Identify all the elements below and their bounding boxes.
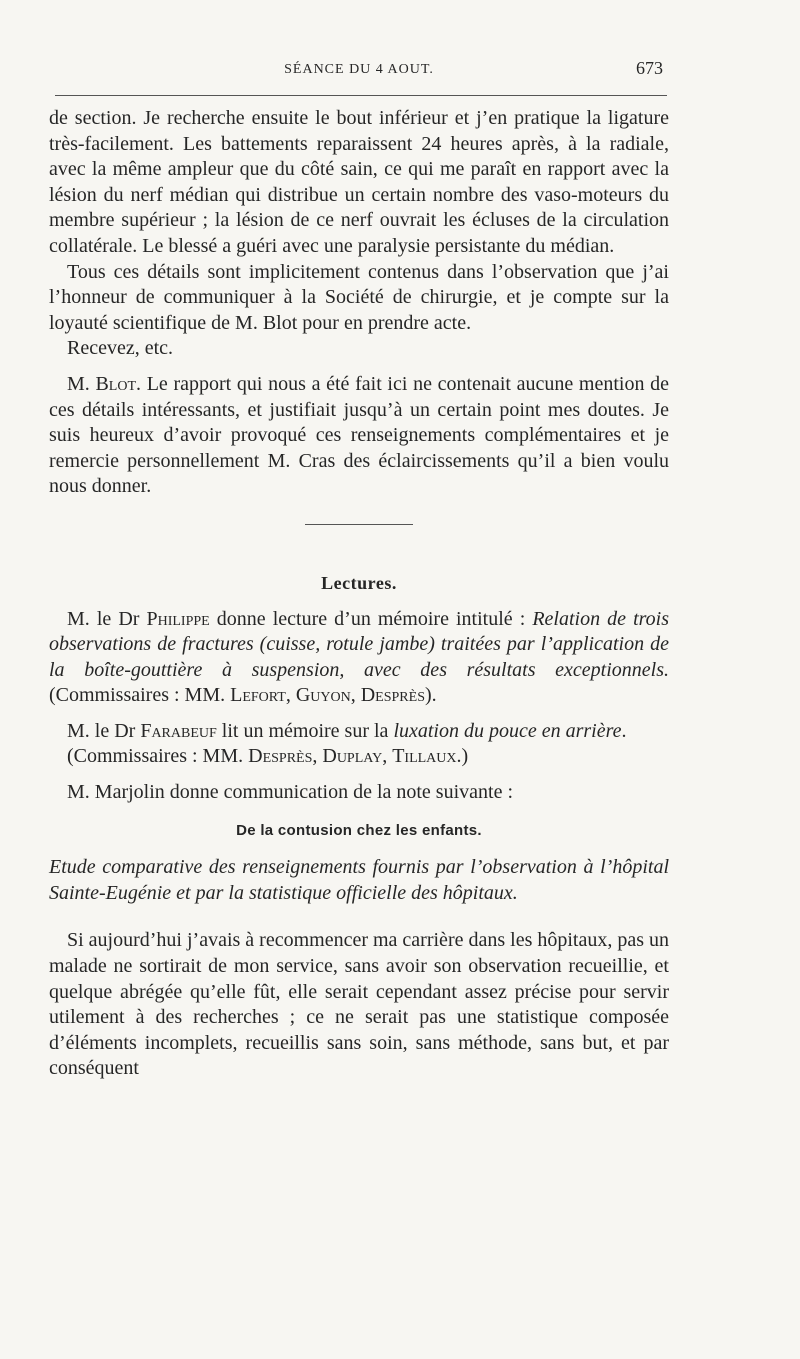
paragraph-details: Tous ces détails sont implicitement contenus dans l’observation que j’ai l’honneur de communiquer à la Société de chirurgie, et je compte sur la loyauté scientifique de M. Blot pour en prendre acte. (49, 260, 669, 334)
paragraph-continuation: de section. Je recherche ensuite le bout inférieur et j’en pratique la ligature très-facilement. Les battements reparaissent 24 heures après, à la radiale, avec la même ampleur que du côté sain, ce qui me paraît en rapport avec la lésion du nerf médian qui distribue un certain nombre des vaso-moteurs du membre supérieur ; la lésion de ce nerf ouvrait les écluses de la circulation collatérale. Le blessé a guéri avec une paralysie persistante du médian. (49, 107, 669, 257)
commissaires-text: (Commissaires : MM. (49, 684, 231, 707)
reply-text: . Le rapport qui nous a été fait ici ne contenait aucune mention de ces détails intéressants, et justifiait jusqu’à un certain point mes doutes. Je suis heureux d’avoir provoqué ces renseignements complémentaires et je remercie personnellement M. Cras des éclaircissements qu’il a bien voulu nous donner. (49, 372, 669, 498)
paragraph-blot-reply (49, 372, 669, 500)
entry-lead: M. le Dr (67, 607, 140, 630)
section-divider (305, 524, 413, 525)
note-title: De la contusion chez les enfants. (236, 821, 482, 839)
lecture-entry-philippe (49, 607, 669, 709)
memoir-title: luxation du pouce en arrière (393, 719, 622, 742)
separator: , (350, 684, 361, 707)
header-rule (55, 95, 667, 96)
entry-text: lit un mémoire sur la (216, 719, 394, 742)
running-title: SÉANCE DU 4 AOUT. (284, 62, 434, 77)
entry-end: ). (424, 684, 437, 707)
page-number: 673 (636, 58, 663, 78)
note-subtitle: Etude comparative des renseignements fournis par l’observation à l’hôpital Sainte-Eugénie et par la statistique officielle des hôpitaux. (49, 856, 669, 904)
running-head (49, 58, 669, 82)
commissaire-name: Desprès (248, 745, 313, 768)
author-name: Farabeuf (140, 719, 217, 742)
entry-end: .) (456, 745, 469, 768)
entry-lead: M. le Dr (67, 719, 136, 742)
separator: , (285, 684, 296, 707)
separator: , (312, 745, 323, 768)
section-title: Lectures. (321, 572, 397, 593)
memoir-title: Relation de trois observations de fractures (cuisse, rotule jambe) traitées par l’application de la boîte-gouttière à suspension, avec des résultats exceptionnels. (49, 607, 670, 681)
lecture-entry-marjolin: M. Marjolin donne communication de la note suivante : (67, 781, 514, 804)
speaker-name: Blot (95, 372, 137, 395)
entry-text: donne lecture d’un mémoire intitulé : (209, 607, 533, 630)
commissaire-name: Tillaux (392, 745, 457, 768)
commissaire-name: Guyon (295, 684, 351, 707)
entry-end: . (621, 719, 627, 742)
commissaire-name: Lefort (230, 684, 286, 707)
page-body (49, 106, 669, 1082)
author-name: Philippe (146, 607, 210, 630)
commissaire-name: Desprès (360, 684, 425, 707)
commissaires-farabeuf (49, 744, 669, 770)
lecture-entry-farabeuf (49, 719, 669, 745)
note-body-paragraph: Si aujourd’hui j’avais à recommencer ma carrière dans les hôpitaux, pas un malade ne sortirait de mon service, sans avoir son observation recueillie, et quelque abrégée qu’elle fût, elle serait cependant assez précise pour servir utilement à des recherches ; ce ne serait pas une statistique composée d’éléments incomplets, recueillis sans soin, sans méthode, sans but, et par conséquent (49, 929, 670, 1080)
paragraph-closing: Recevez, etc. (67, 337, 174, 360)
separator: , (382, 745, 393, 768)
commissaires-text: (Commissaires : MM. (67, 745, 249, 768)
commissaire-name: Duplay (322, 745, 383, 768)
speaker-lead: M. (67, 372, 90, 395)
